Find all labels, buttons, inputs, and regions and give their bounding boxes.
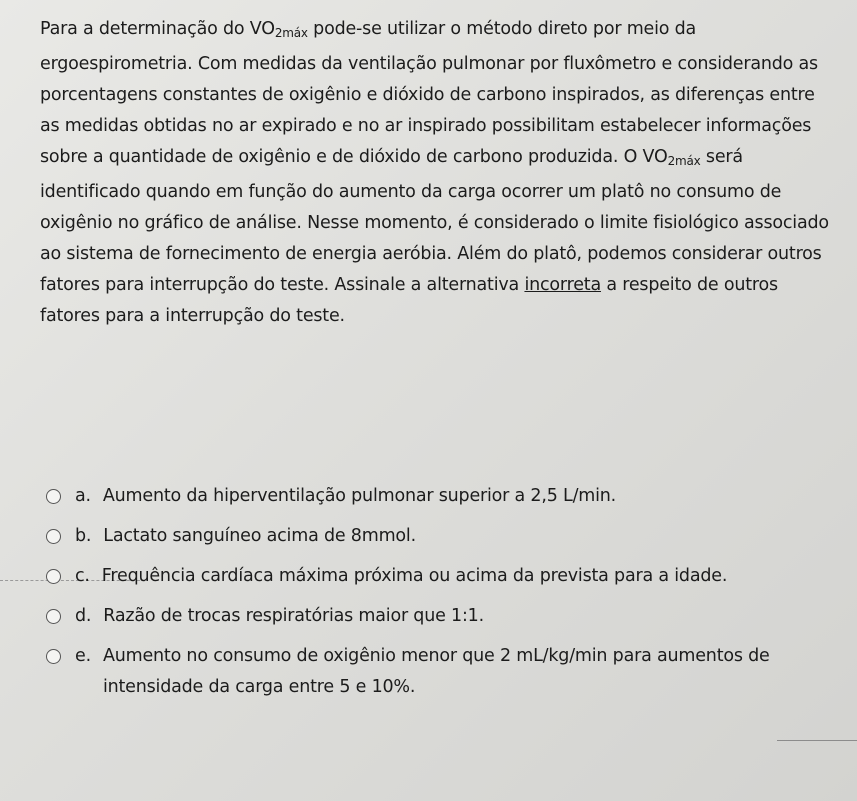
answer-options bbox=[46, 481, 836, 712]
line-divider bbox=[777, 740, 857, 741]
option-a[interactable] bbox=[46, 481, 836, 512]
option-c[interactable] bbox=[46, 561, 836, 592]
option-letter: e. bbox=[75, 646, 91, 666]
option-letter: d. bbox=[75, 606, 92, 626]
question-part-1: Para a determinação do VO bbox=[40, 19, 275, 39]
question-part-4: a respeito de outros fatores para a interrupção do teste. bbox=[40, 275, 778, 326]
option-e[interactable] bbox=[46, 641, 836, 703]
option-letter: a. bbox=[75, 486, 91, 506]
radio-button-c-icon[interactable] bbox=[46, 569, 61, 584]
radio-button-b-icon[interactable] bbox=[46, 529, 61, 544]
question-part-2: pode-se utilizar o método direto por meio da ergoespirometria. Com medidas da ventilação pulmonar por fluxômetro e considerando as porcentagens constantes de oxigênio e dióxido de carbono inspirados, as diferenças entre as medidas obtidas no ar expirado e no ar inspirado possibilitam estabelecer informações sobre a quantidade de oxigênio e de dióxido de carbono produzida. O VO bbox=[40, 19, 818, 167]
option-letter: c. bbox=[75, 566, 90, 586]
radio-button-e-icon[interactable] bbox=[46, 649, 61, 664]
option-text: Razão de trocas respiratórias maior que 1:1. bbox=[103, 606, 484, 626]
option-text: Aumento no consumo de oxigênio menor que 2 mL/kg/min para aumentos de intensidade da carga entre 5 e 10%. bbox=[102, 646, 770, 697]
option-text: Aumento da hiperventilação pulmonar superior a 2,5 L/min. bbox=[102, 486, 617, 506]
option-d[interactable] bbox=[46, 601, 836, 632]
vo2max-subscript-1: 2máx bbox=[274, 26, 308, 40]
radio-button-d-icon[interactable] bbox=[46, 609, 61, 624]
option-text: Frequência cardíaca máxima próxima ou acima da prevista para a idade. bbox=[101, 566, 728, 586]
radio-button-a-icon[interactable] bbox=[46, 489, 61, 504]
question-text bbox=[40, 14, 830, 332]
option-b[interactable] bbox=[46, 521, 836, 552]
option-letter: b. bbox=[75, 526, 92, 546]
option-text: Lactato sanguíneo acima de 8mmol. bbox=[103, 526, 416, 546]
vo2max-subscript-2: 2máx bbox=[667, 154, 701, 168]
question-paragraph bbox=[40, 14, 830, 332]
incorreta-emphasis: incorreta bbox=[524, 275, 601, 295]
question-part-3: será identificado quando em função do aumento da carga ocorrer um platô no consumo de oxigênio no gráfico de análise. Nesse momento, é considerado o limite fisiológico associado ao sistema de fornecimento de energia aeróbia. Além do platô, podemos considerar outros fatores para interrupção do teste. Assinale a alternativa bbox=[40, 147, 829, 295]
